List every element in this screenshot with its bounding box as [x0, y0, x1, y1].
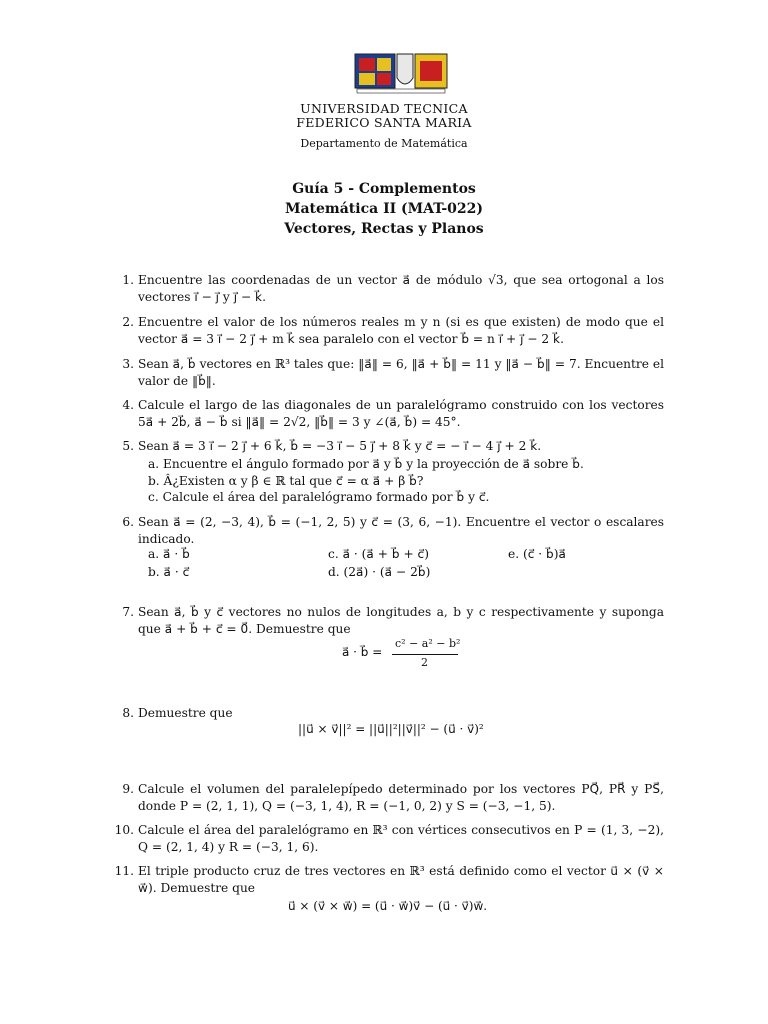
problem-number: 10. — [114, 823, 134, 837]
problem-number: 7. — [122, 605, 134, 619]
department-name: Departamento de Matemática — [300, 137, 468, 150]
university-name-line1: UNIVERSIDAD TECNICA — [300, 101, 468, 116]
problem-number: 2. — [122, 315, 134, 329]
topic-title: Vectores, Rectas y Planos — [284, 221, 484, 237]
problem-text: Sean a⃗, b⃗ vectores en ℝ³ tales que: ‖a⃗‖ = 6, ‖a⃗ + b⃗‖ = 11 y ‖a⃗ − b⃗‖ = 7. Encuentre el valor de ‖b⃗‖. — [138, 357, 664, 388]
problem-text: Calcule el largo de las diagonales de un paralelógramo construido con los vectores 5a⃗ + 2b⃗, a⃗ − b⃗ si ‖a⃗‖ = 2√2, ‖b⃗‖ = 3 y ∠(a⃗, b⃗) = 45°. — [138, 398, 664, 429]
problem-number: 11. — [114, 864, 134, 878]
problem-5-part-a: a. Encuentre el ángulo formado por a⃗ y b⃗ y la proyección de a⃗ sobre b⃗. — [148, 457, 584, 471]
problem-text: Sean a⃗ = 3 i⃗ − 2 j⃗ + 6 k⃗, b⃗ = −3 i⃗ − 5 j⃗ + 8 k⃗ y c⃗ = − i⃗ − 4 j⃗ + 2 k⃗. — [138, 439, 542, 453]
problem-11-formula: u⃗ × (v⃗ × w⃗) = (u⃗ · w⃗)v⃗ − (u⃗ · v⃗)w⃗. — [288, 899, 488, 913]
problem-text: Calcule el área del paralelógramo en ℝ³ con vértices consecutivos en P = (1, 3, −2), Q = (2, 1, 4) y R = (−3, 1, 6). — [138, 823, 664, 854]
problem-6-part-e: e. (c⃗ · b⃗)a⃗ — [508, 547, 566, 561]
problem-number: 9. — [122, 782, 134, 796]
problem-7-formula-numerator: c² − a² − b² — [395, 637, 461, 650]
problem-text: Encuentre el valor de los números reales m y n (si es que existen) de modo que el vector a⃗ = 3 i⃗ − 2 j⃗ + m k⃗ sea paralelo con el vector b⃗ = n i⃗ + j⃗ − 2 k⃗. — [138, 315, 664, 346]
problem-6-part-c: c. a⃗ · (a⃗ + b⃗ + c⃗) — [328, 547, 429, 561]
problem-5-part-b: b. Â¿Existen α y β ∈ ℝ tal que c⃗ = α a⃗ + β b⃗? — [148, 474, 424, 488]
problem-7-formula-lhs: a⃗ · b⃗ = — [342, 645, 383, 659]
problem-number: 3. — [122, 357, 134, 371]
problem-6-part-b: b. a⃗ · c⃗ — [148, 565, 190, 579]
problem-5-part-c: c. Calcule el área del paralelógramo formado por b⃗ y c⃗. — [148, 490, 490, 504]
problem-text: Sean a⃗, b⃗ y c⃗ vectores no nulos de longitudes a, b y c respectivamente y suponga que a⃗ + b⃗ + c⃗ = 0⃗. Demuestre que — [138, 605, 664, 636]
problem-7-formula-denominator: 2 — [421, 656, 428, 669]
course-title: Matemática II (MAT-022) — [284, 201, 484, 217]
problem-text: Demuestre que — [138, 706, 233, 720]
problem-text: El triple producto cruz de tres vectores en ℝ³ está definido como el vector u⃗ × (v⃗ × w⃗). Demuestre que — [138, 864, 664, 895]
university-name-line2: FEDERICO SANTA MARIA — [296, 115, 472, 130]
guide-title: Guía 5 - Complementos — [292, 181, 476, 197]
problem-number: 1. — [122, 273, 134, 287]
problem-number: 5. — [122, 439, 134, 453]
problem-text: Encuentre las coordenadas de un vector a⃗ de módulo √3, que sea ortogonal a los vectores i⃗ − j⃗ y j⃗ − k⃗. — [138, 273, 664, 304]
problem-number: 4. — [122, 398, 134, 412]
university-crest-logo — [353, 52, 449, 94]
problem-6-part-d: d. (2a⃗) · (a⃗ − 2b⃗) — [328, 565, 431, 579]
problem-text: Sean a⃗ = (2, −3, 4), b⃗ = (−1, 2, 5) y c⃗ = (3, 6, −1). Encuentre el vector o escalares indicado. — [138, 515, 664, 546]
problem-text: Calcule el volumen del paralelepípedo determinado por los vectores PQ⃗, PR⃗ y PS⃗, donde P = (2, 1, 1), Q = (−3, 1, 4), R = (−1, 0, 2) y S = (−3, −1, 5). — [138, 782, 664, 813]
problem-7-fraction-bar — [392, 654, 458, 655]
problem-number: 8. — [122, 706, 134, 720]
problem-number: 6. — [122, 515, 134, 529]
problem-6-part-a: a. a⃗ · b⃗ — [148, 547, 190, 561]
problem-8-formula: ||u⃗ × v⃗||² = ||u⃗||²||v⃗||² − (u⃗ · v⃗)² — [298, 722, 484, 736]
